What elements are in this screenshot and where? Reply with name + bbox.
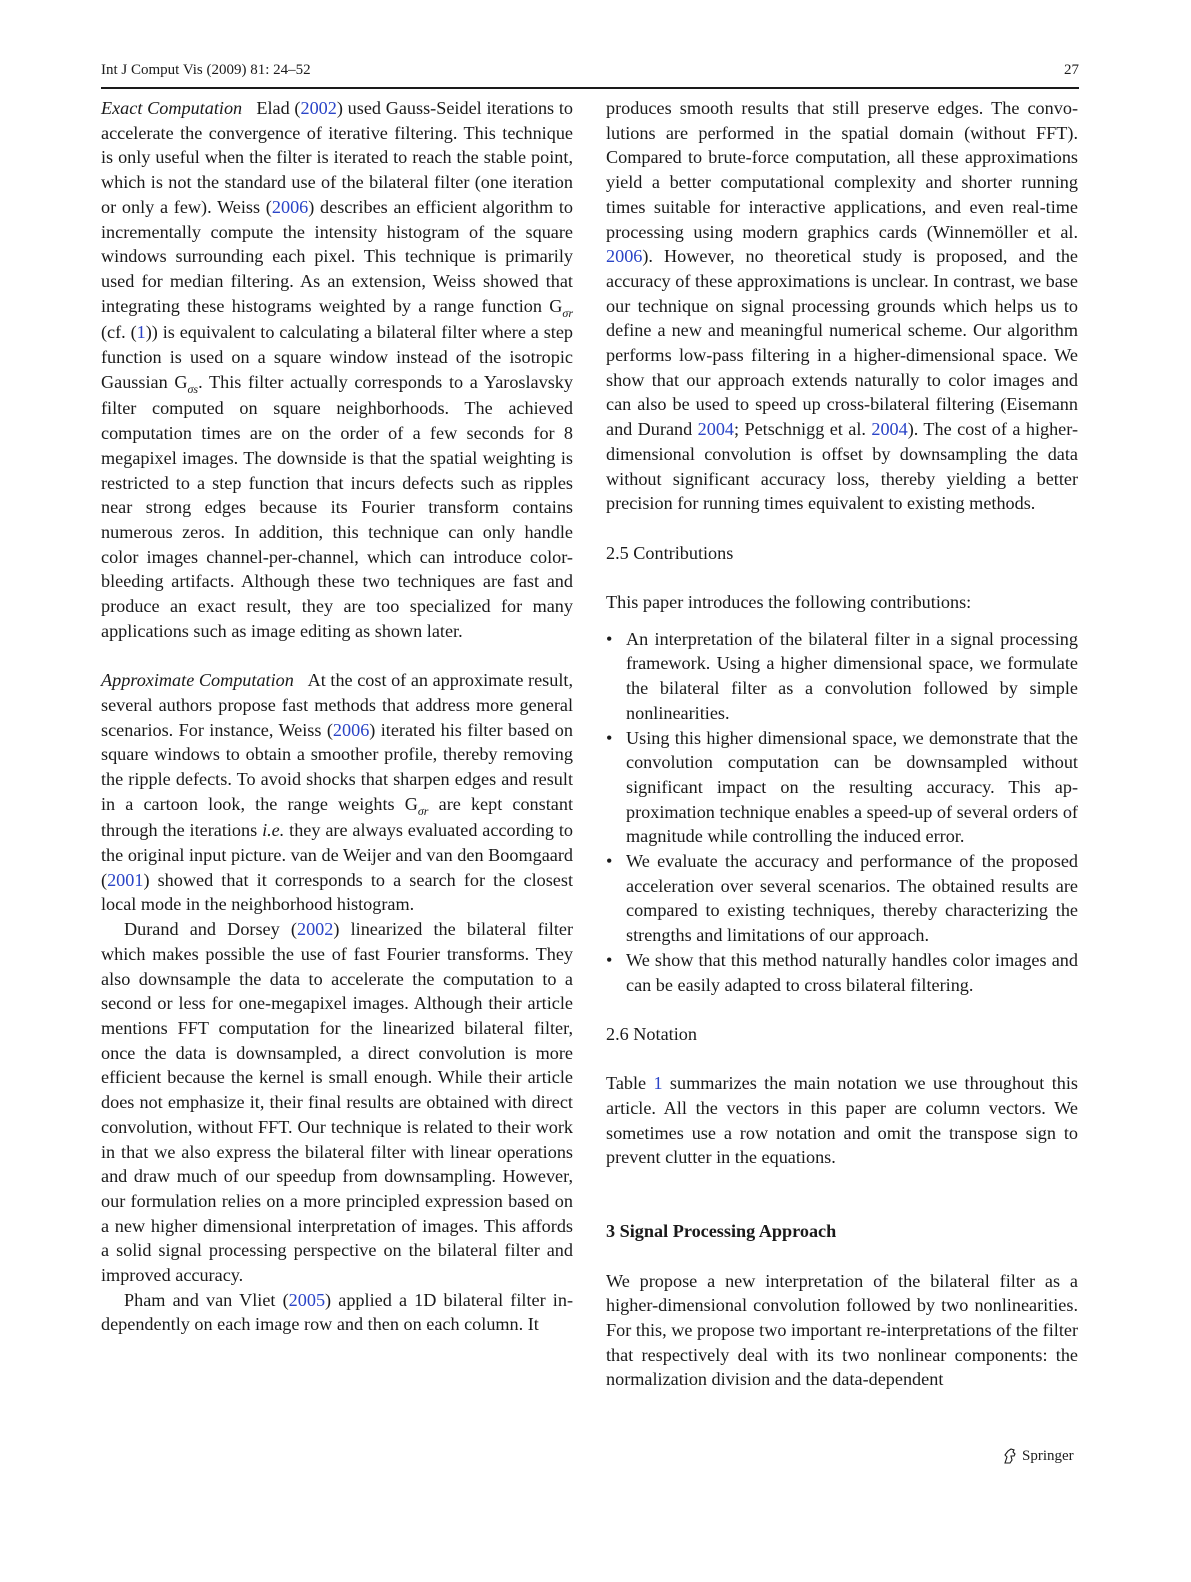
list-item-text: An interpretation of the bilateral filter in a signal processing framework. Using a higher dimensional space, we formulate the bilateral filter as a convolution followed by simple nonlinearities.	[626, 628, 1078, 723]
contributions-list	[606, 627, 1078, 998]
durand-dorsey-paragraph	[101, 917, 573, 1288]
list-item-text: We evaluate the accuracy and performance of the proposed acceleration over several scenarios. The obtained results are compared to existing techniques, thereby characterizing the strengths and limitations of our approach.	[626, 851, 1078, 946]
math-subscript: σs	[187, 381, 199, 396]
right-column	[606, 96, 1078, 1392]
contributions-intro: This paper introduces the following contributions:	[606, 592, 972, 613]
continuation-paragraph	[606, 96, 1078, 516]
text-run: ). The cost of a higher-dimensional convolution is offset by downsampling the data without significant accuracy loss, thereby yielding a better precision for running times equivalent to existing methods.	[606, 419, 1079, 514]
runin-heading-approx: Approximate Computation	[101, 670, 294, 691]
text-run: ) used Gauss-Seidel iterations to accelerate the convergence of iterative filtering. This technique is only useful when the filter is iterated to reach the stable point, which is not the standard use of the bilateral filter (one iteration or only a few). Weiss (	[101, 98, 574, 217]
bullet-icon: •	[606, 949, 613, 970]
equation-link[interactable]: 1	[136, 322, 146, 343]
text-run: Durand and Dorsey (	[124, 919, 297, 940]
text-run: At the cost of an approximate result, several authors propose fast methods that address more general scenarios. For instance, Weiss (	[101, 670, 574, 740]
bullet-icon: •	[606, 628, 613, 649]
citation-link[interactable]: 2006	[271, 196, 309, 217]
text-run: ) describes an efficient algorithm to incrementally compute the intensity histogram of the square windows surrounding each pixel. This technique is primarily used for median filtering. As an extension, Weiss showed that integrating these histograms weighted by a range function G	[101, 196, 573, 316]
math-subscript: σr	[562, 305, 573, 320]
text-run: ) showed that it corresponds to a search for the closest local mode in the neighborhood histogram.	[101, 869, 573, 915]
list-item	[606, 948, 1078, 997]
math-subscript: σr	[417, 803, 429, 818]
citation-link[interactable]: 2001	[107, 869, 144, 890]
bullet-icon: •	[606, 727, 613, 748]
approximate-computation-paragraph	[101, 668, 573, 917]
text-run: ) applied a 1D bilateral filter independently on each image row and then on each column. It	[101, 1289, 573, 1335]
citation-link[interactable]: 2002	[300, 98, 337, 118]
text-run: produces smooth results that still preserve edges. The convolutions are performed in the spatial domain (without FFT). Compared to brute-force computation, all these approximations yield a better computational complexity and shorter running times suitable for interactive applications, and even real-time processing using modern graphics cards (Winnemöller et al.	[606, 98, 1078, 242]
text-run: . This filter actually corresponds to a Yaroslavsky filter computed on square neighborhoods. The achieved computation times are on the order of a few seconds for 8 megapixel images. The downside is that the spatial weighting is restricted to a step function that incurs defects such as ripples near strong edges because its Fourier transform contains numerous zeros. In addition, this technique can only handle color images channel-per-channel, which can introduce color-bleeding artifacts. Although these two techniques are fast and produce an exact result, they are too specialized for many applications such as image editing as shown later.	[101, 371, 573, 641]
table-link[interactable]: 1	[653, 1073, 663, 1094]
text-run: ; Petschnigg et al.	[734, 419, 872, 440]
header-rule	[101, 87, 1079, 89]
pham-van-vliet-paragraph	[101, 1288, 573, 1337]
bullet-icon: •	[606, 851, 613, 872]
list-item-text: We show that this method naturally handles color images and can be easily adapted to cross bilateral filtering.	[626, 949, 1078, 995]
section-heading-contributions: 2.5 Contributions	[606, 542, 734, 563]
runin-heading-exact: Exact Computation	[101, 98, 243, 118]
text-run: Pham and van Vliet (	[124, 1289, 289, 1310]
list-item	[606, 849, 1078, 948]
section-heading-signal-processing: 3 Signal Processing Approach	[606, 1221, 837, 1242]
text-run: ). However, no theoretical study is proposed, and the accuracy of these approximations is unclear. In contrast, we base our technique on signal processing grounds which helps us to define a new and meaningful numerical scheme. Our algorithm performs low-pass filtering in a higher-dimensional space. We show that our approach extends naturally to color images and can also be used to speed up cross-bilateral filtering (Eisemann and Durand	[606, 246, 1078, 440]
list-item	[606, 627, 1078, 726]
text-run: )) is equivalent to calculating a bilateral filter where a step function is used on a square window instead of the isotropic Gaussian G	[101, 322, 573, 392]
citation-link[interactable]: 2004	[697, 419, 735, 440]
list-item-text: Using this higher dimensional space, we demonstrate that the convolution computation can be downsampled without significant impact on the resulting accuracy. This approximation technique enables a speed-up of several orders of magnitude while controlling the induced error.	[626, 727, 1078, 847]
left-column	[101, 96, 573, 1337]
exact-computation-paragraph	[101, 96, 573, 643]
publisher-logo	[1002, 1448, 1074, 1465]
emphasis-ie: i.e.	[262, 820, 285, 841]
journal-citation: Int J Comput Vis (2009) 81: 24–52	[101, 62, 311, 78]
notation-paragraph	[606, 1071, 1078, 1170]
citation-link[interactable]: 2005	[288, 1289, 326, 1310]
signal-processing-paragraph: We propose a new interpretation of the bilateral filter as a higher-dimensional convolution followed by two nonlinearities. For this, we propose two important re-interpretations of the filter that respectively deal with its two nonlinear components: the normalization division and the data-dependent	[606, 1270, 1078, 1390]
page-number: 27	[1064, 62, 1079, 78]
springer-horse-icon	[1002, 1448, 1018, 1465]
section-heading-notation: 2.6 Notation	[606, 1023, 697, 1044]
publisher-name: Springer	[1022, 1448, 1074, 1464]
text-run: they are always evaluated according to the original input picture. van de Weijer and van den Boomgaard (	[101, 820, 573, 890]
list-item	[606, 726, 1078, 850]
citation-link[interactable]: 2002	[296, 919, 334, 940]
text-run: Table	[606, 1073, 654, 1094]
text-run: summarizes the main notation we use throughout this article. All the vectors in this paper are column vectors. We sometimes use a row notation and omit the transpose sign to prevent clutter in the equations.	[606, 1073, 1078, 1168]
citation-link[interactable]: 2004	[871, 419, 908, 440]
text-run: (cf. (	[101, 322, 137, 343]
text-run: ) linearized the bilateral filter which makes possible the use of fast Fourier transforms. They also downsample the data to accelerate the computation to a second or less for one-megapixel images. Although their article mentions FFT computation for the linearized bilateral filter, once the data is downsampled, a direct convolution is more efficient because the kernel is small enough. While their article does not emphasize it, their final results are obtained with direct convolution, without FFT. Our technique is related to their work in that we also express the bilateral filter with linear operations and draw much of our speedup from downsampling. However, our formulation relies on a more principled expression based on a new higher dimensional interpretation of images. This affords a solid signal processing perspective on the bilateral filter and improved accuracy.	[101, 919, 573, 1286]
text-run: Elad (	[256, 98, 301, 118]
citation-link[interactable]: 2006	[606, 246, 643, 267]
text-run: ) iterated his filter based on square windows to obtain a smoother profile, thereby removing the ripple defects. To avoid shocks that sharpen edges and result in a cartoon look, the range weights G	[101, 719, 573, 814]
running-header	[101, 62, 1079, 84]
citation-link[interactable]: 2006	[332, 719, 370, 740]
text-run: are kept constant through the iterations	[101, 793, 574, 841]
